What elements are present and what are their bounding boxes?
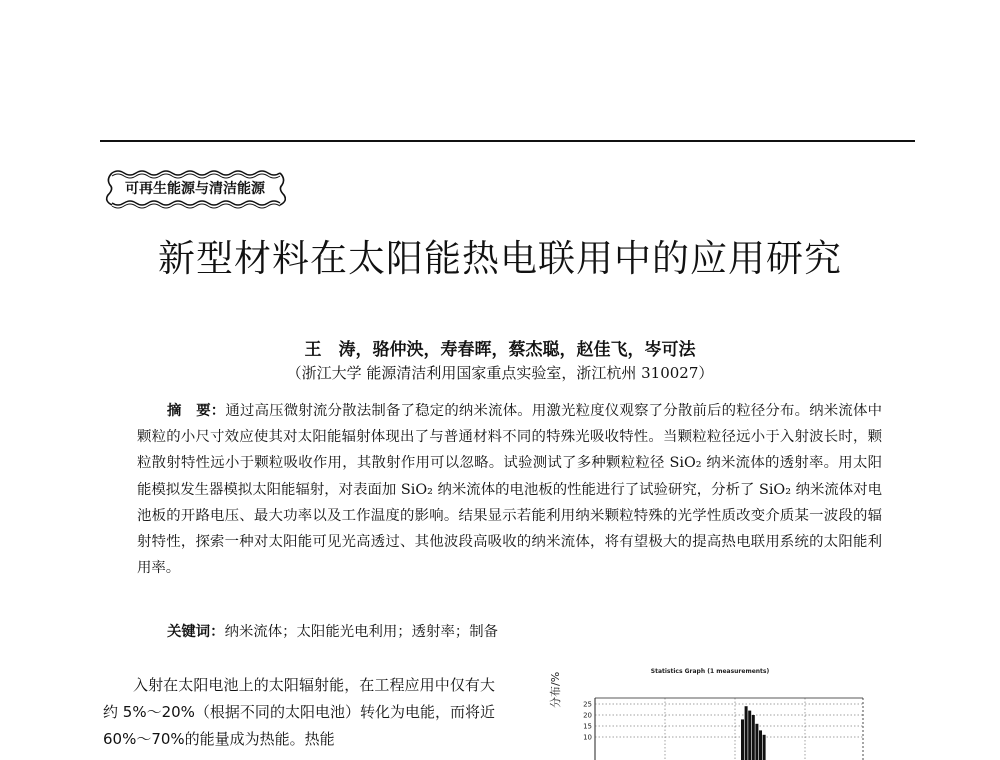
figure-y-axis-label: 分布/% xyxy=(549,671,562,708)
top-rule xyxy=(100,140,915,142)
figure-title: Statistics Graph (1 measurements) xyxy=(650,668,770,675)
y-tick-label: 10 xyxy=(583,733,592,742)
affiliation: （浙江大学 能源清洁利用国家重点实验室，浙江杭州 310027） xyxy=(286,364,714,382)
keywords-text: 纳米流体；太阳能光电利用；透射率；制备 xyxy=(224,624,499,640)
abstract-text: 通过高压微射流分散法制备了稳定的纳米流体。用激光粒度仪观察了分散前后的粒径分布。纳米流体中颗粒的小尺寸效应使其对太阳能辐射体现出了与普通材料不同的特殊光吸收特性。当颗粒粒径远小于入射波长时，颗粒散射特性远小于颗粒吸收作用，其散射作用可以忽略。试验测试了多种颗粒粒径 SiO₂ 纳米流体的透射率。用太阳能模拟发生器模拟太阳能辐射，对表面加 SiO₂ 纳米流体的电池板的性能进行了试验研究，分析了 SiO₂ 纳米流体对电池板的开路电压、最大功率以及工作温度的影响。结果显示若能利用纳米颗粒特殊的光学性质改变介质某一波段的辐射特性，探索一种对太阳能可见光高透过、其他波段高吸收的纳米流体，将有望极大的提高热电联用系统的太阳能利用率。 xyxy=(137,403,882,577)
histogram-bar xyxy=(745,706,748,760)
histogram-bar xyxy=(759,730,762,760)
figure-statistics-graph xyxy=(545,668,875,760)
y-tick-label: 20 xyxy=(583,711,592,720)
y-tick-label: 25 xyxy=(583,700,592,709)
body-paragraph: 入射在太阳电池上的太阳辐射能，在工程应用中仅有大约 5%～20%（根据不同的太阳电池）转化为电能，而将近 60%～70%的能量成为热能。热能 xyxy=(103,676,495,748)
histogram-bar xyxy=(755,724,758,760)
keywords-label: 关键词： xyxy=(167,624,225,640)
abstract-label: 摘 要： xyxy=(167,403,226,419)
author-list: 王 涛，骆仲泱，寿春晖，蔡杰聪，赵佳飞，岑可法 xyxy=(304,340,696,360)
histogram-bar xyxy=(752,715,755,760)
paper-title: 新型材料在太阳能热电联用中的应用研究 xyxy=(158,237,842,280)
abstract xyxy=(137,398,882,581)
statistics-graph xyxy=(545,668,875,760)
keywords xyxy=(167,620,882,641)
section-tag-label: 可再生能源与清洁能源 xyxy=(125,181,265,197)
y-tick-label: 15 xyxy=(583,722,592,731)
histogram-bar xyxy=(748,711,751,760)
histogram-bar xyxy=(741,719,744,760)
section-tag xyxy=(104,167,286,211)
histogram-bar xyxy=(763,735,766,760)
